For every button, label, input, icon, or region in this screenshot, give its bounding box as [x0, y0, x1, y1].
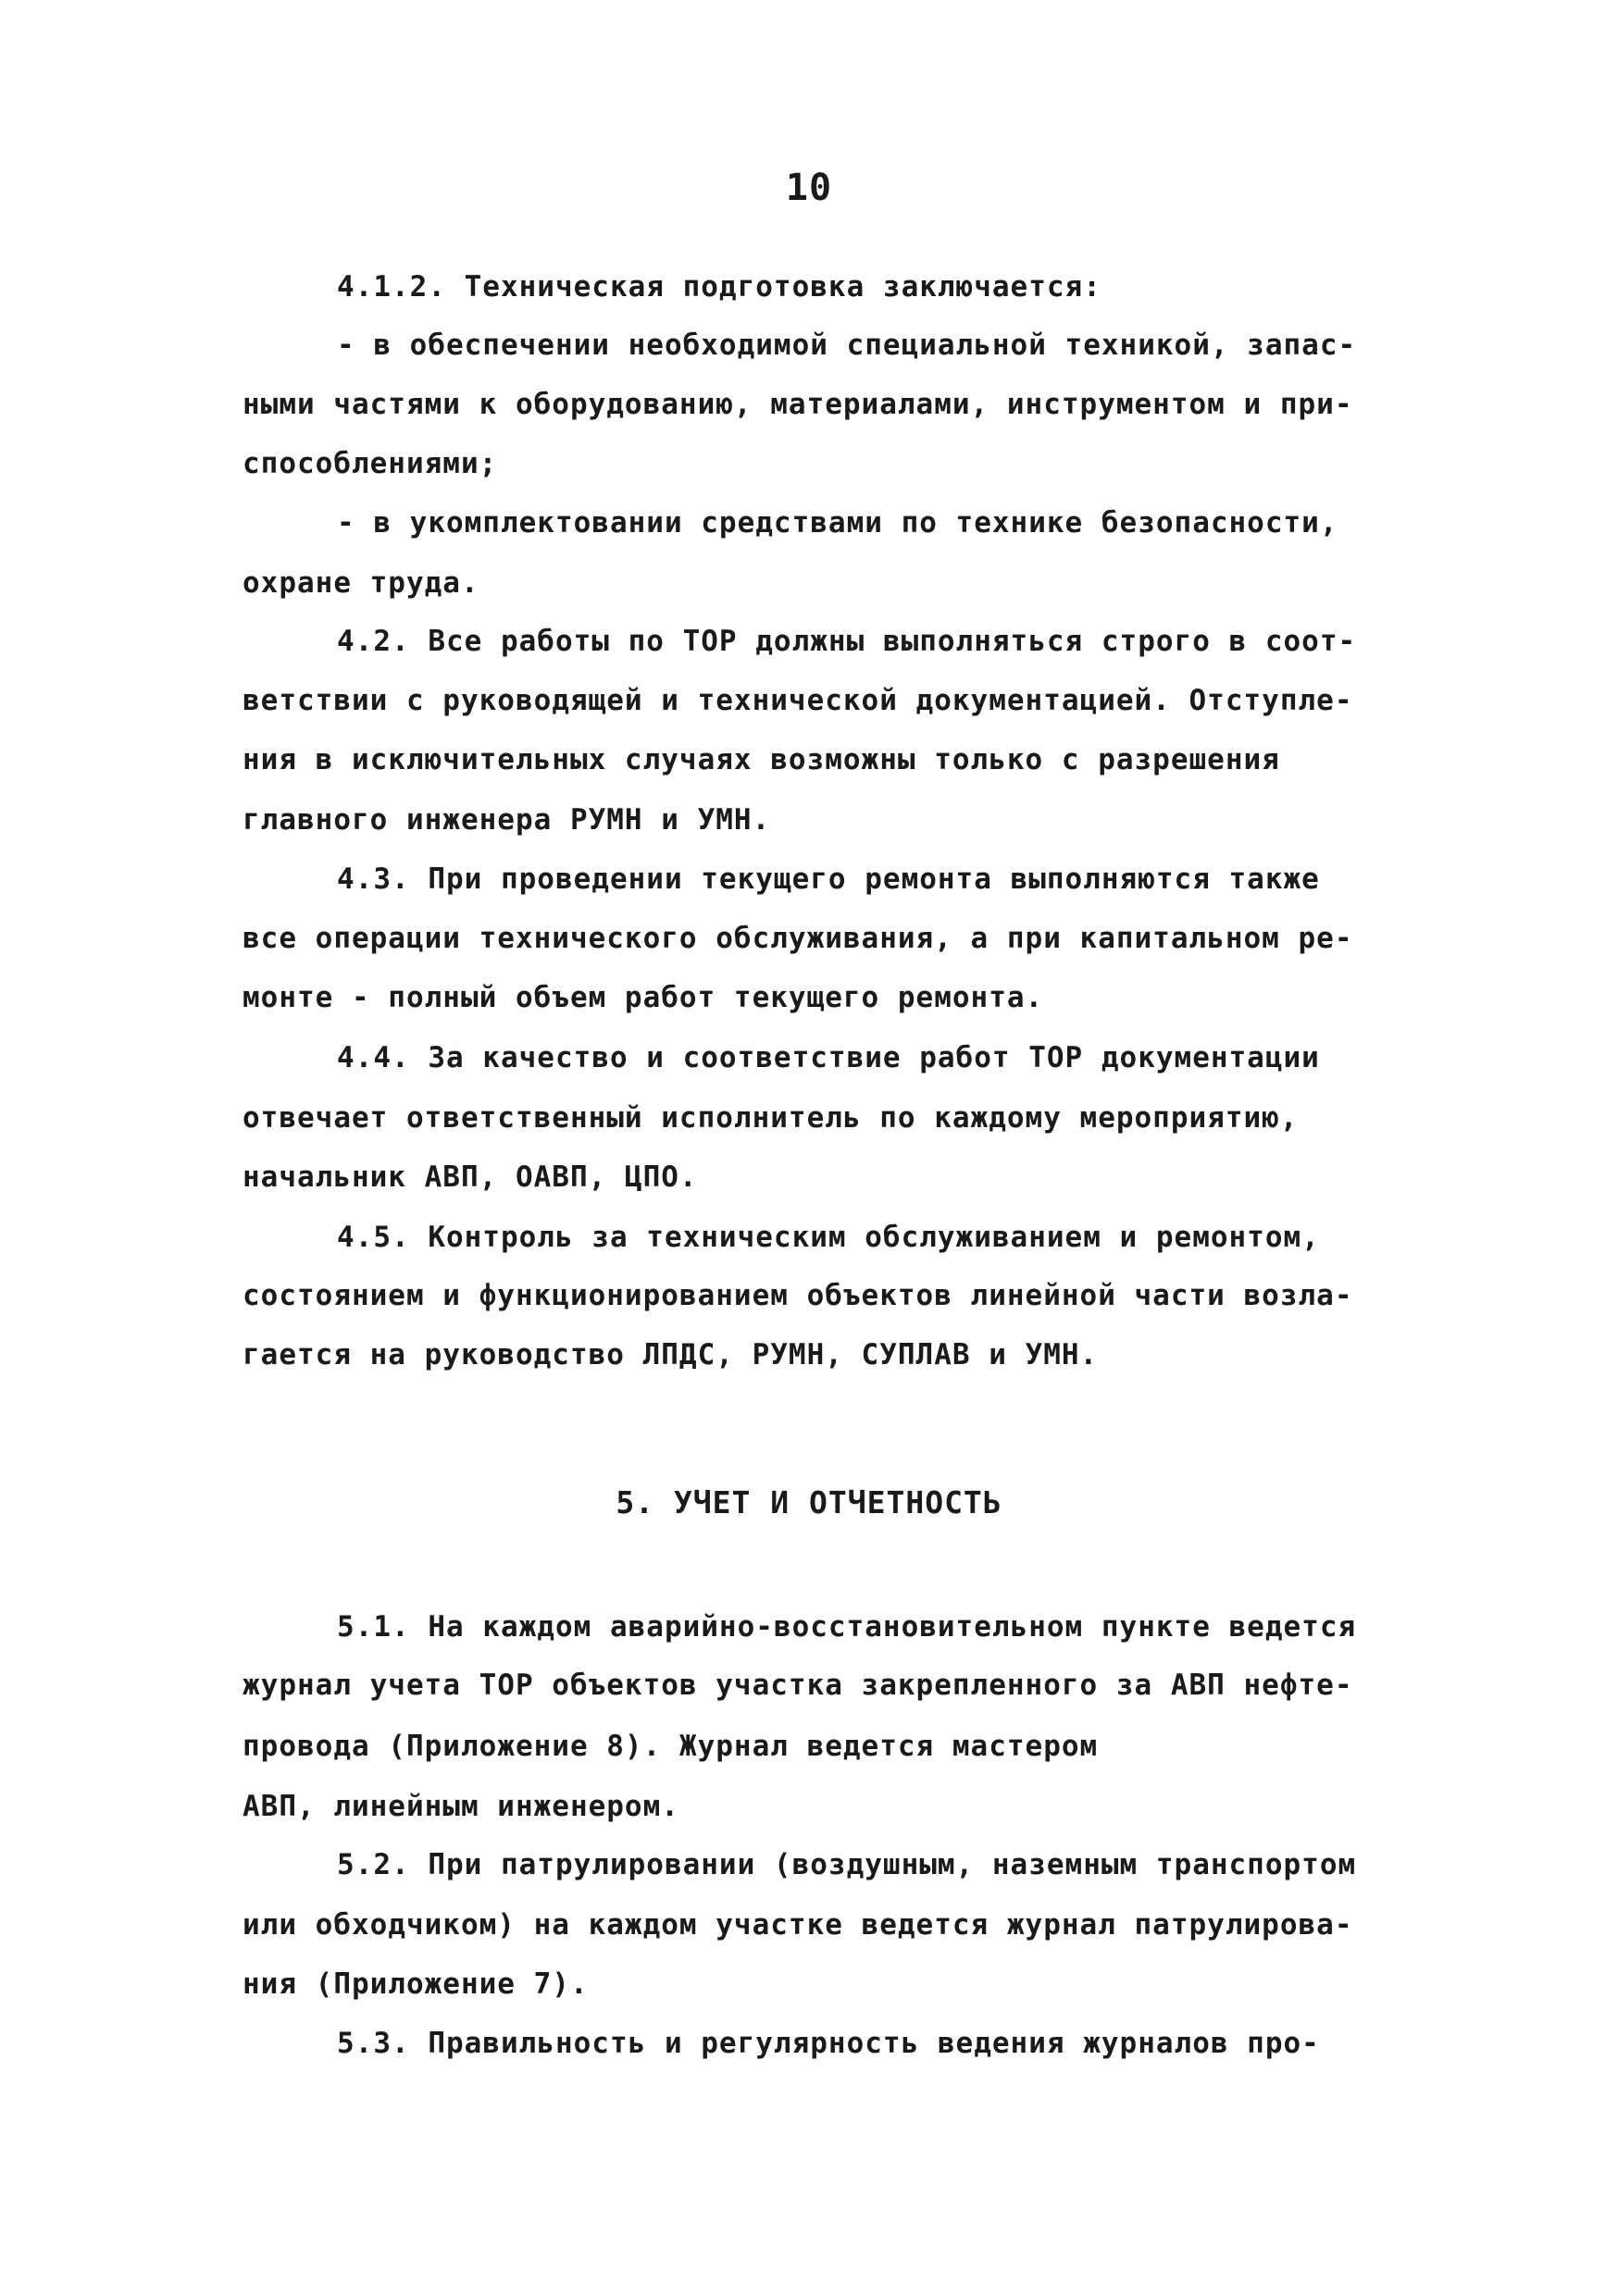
body-p-4-4-line-3: начальник АВП, ОАВП, ЦПО.: [243, 1160, 698, 1194]
body-p-4-1-2-a-line-1: - в обеспечении необходимой специальной техникой, запас-: [337, 329, 1357, 362]
sec-p-5-3-line-1: 5.3. Правильность и регулярность ведения журналов про-: [337, 2027, 1320, 2060]
body-p-4-1-2-a-line-2: ными частями к оборудованию, материалами, инструментом и при-: [243, 388, 1353, 421]
body-p-4-2-line-1: 4.2. Все работы по ТОР должны выполняться строго в соот-: [337, 625, 1357, 658]
body-p-4-2-line-3: ния в исключительных случаях возможны только с разрешения: [243, 743, 1280, 776]
body-p-4-5-line-3: гается на руководство ЛПДС, РУМН, СУПЛАВ и УМН.: [243, 1338, 1099, 1371]
section-heading: 5. УЧЕТ И ОТЧЕТНОСТЬ: [616, 1484, 1002, 1520]
sec-p-5-1-line-2: журнал учета ТОР объектов участка закрепленного за АВП нефте-: [243, 1669, 1353, 1702]
body-p-4-4-line-2: отвечает ответственный исполнитель по каждому мероприятию,: [243, 1101, 1299, 1135]
body-p-4-5-line-1: 4.5. Контроль за техническим обслуживанием и ремонтом,: [337, 1221, 1320, 1254]
body-p-4-1-2-line-1: 4.1.2. Техническая подготовка заключается:: [337, 270, 1101, 304]
body-p-4-1-2-b-line-2: охране труда.: [243, 566, 479, 600]
body-text: [243, 0, 1400, 2296]
body-p-4-3-line-2: все операции технического обслуживания, а при капитальном ре-: [243, 922, 1353, 955]
page-number: 10: [785, 167, 833, 209]
sec-p-5-2-line-2: или обходчиком) на каждом участке ведется журнал патрулирова-: [243, 1908, 1353, 1942]
sec-p-5-2-line-1: 5.2. При патрулировании (воздушным, наземным транспортом: [337, 1848, 1357, 1881]
body-p-4-1-2-b-line-1: - в укомплектовании средствами по технике безопасности,: [337, 506, 1338, 540]
body-p-4-2-line-4: главного инженера РУМН и УМН.: [243, 803, 771, 837]
body-p-4-2-line-2: ветствии с руководящей и технической документацией. Отступле-: [243, 684, 1353, 717]
sec-p-5-1-line-3: провода (Приложение 8). Журнал ведется мастером: [243, 1730, 1099, 1763]
body-p-4-3-line-1: 4.3. При проведении текущего ремонта выполняются также: [337, 863, 1320, 896]
sec-p-5-2-line-3: ния (Приложение 7).: [243, 1967, 589, 2001]
sec-p-5-1-line-4: АВП, линейным инженером.: [243, 1790, 679, 1823]
body-p-4-4-line-1: 4.4. За качество и соответствие работ ТОР документации: [337, 1041, 1320, 1074]
body-p-4-5-line-2: состоянием и функционированием объектов линейной части возла-: [243, 1279, 1353, 1312]
sec-p-5-1-line-1: 5.1. На каждом аварийно-восстановительном пункте ведется: [337, 1610, 1357, 1644]
body-p-4-1-2-a-line-3: способлениями;: [243, 447, 498, 480]
body-p-4-3-line-3: монте - полный объем работ текущего ремонта.: [243, 981, 1044, 1014]
